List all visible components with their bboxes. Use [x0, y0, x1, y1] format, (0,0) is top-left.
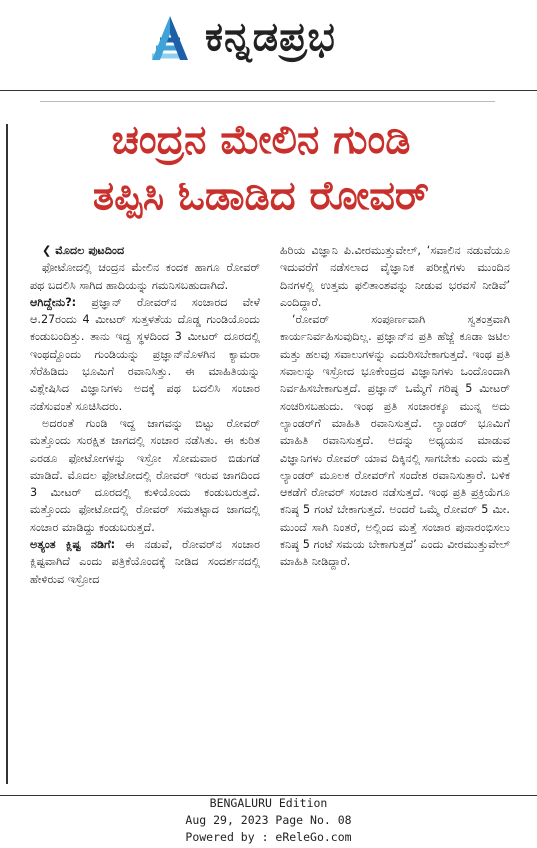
headline-line-1: ಚಂದ್ರನ ಮೇಲಿನ ಗುಂಡಿ: [111, 117, 411, 163]
footer: [0, 795, 537, 846]
kicker-text: ಮೊದಲ ಪುಟದಿಂದ: [55, 244, 125, 257]
arrow-back-icon: ❮: [42, 244, 56, 257]
headline: [22, 112, 500, 224]
masthead: [0, 0, 537, 78]
kannada-prabha-logo-icon: [140, 12, 200, 66]
subheading: ಆಗಿದ್ದೇನು?:: [30, 295, 77, 309]
paragraph-text: ಈ ನಡುವೆ, ರೋವರ್‌ನ ಸಂಚಾರ ಕ್ಲಿಷ್ಟವಾಗಿದೆ ಎಂದು ಪತ್ರಿಕೆಯೊಂದಕ್ಕೆ ನೀಡಿದ ಸಂದರ್ಶನದಲ್ಲಿ ಹೇಳಿರುವ ಇಸ್ರೋದ: [30, 538, 260, 586]
kicker: [30, 242, 260, 259]
paragraph: [30, 294, 260, 415]
paragraph: ಹಿರಿಯ ವಿಜ್ಞಾನಿ ಪಿ.ವೀರಮುತ್ತುವೇಲ್, ‘ಸವಾಲಿನ ನಡುವೆಯೂ ಇದುವರೆಗೆ ನಡೆಸಲಾದ ವೈಜ್ಞಾನಿಕ ಪರೀಕ್ಷೆಗಳು ಮುಂದಿನ ದಿನಗಳಲ್ಲಿ ಉತ್ತಮ ಫಲಿತಾಂಶವನ್ನು ನೀಡುವ ಭರವಸೆ ನೀಡಿವೆ’ ಎಂದಿದ್ದಾರೆ.: [280, 244, 510, 309]
subheading: ಅತ್ಯಂತ ಕ್ಲಿಷ್ಟ ನಡಿಗೆ:: [30, 538, 116, 552]
paragraph: ‘ರೋವರ್ ಸಂಪೂರ್ಣವಾಗಿ ಸ್ವತಂತ್ರವಾಗಿ ಕಾರ್ಯನಿರ್ವಹಿಸುವುದಿಲ್ಲ. ಪ್ರಜ್ಞಾನ್‌ನ ಪ್ರತಿ ಹೆಜ್ಜೆ ಕೂಡಾ ಜಟಿಲ ಮತ್ತು ಹಲವು ಸವಾಲುಗಳನ್ನು ಎದುರಿಸಬೇಕಾಗುತ್ತದೆ. ಇಂಥ ಪ್ರತಿ ಸವಾಲನ್ನು ಇಸ್ರೋದ ಭೂಕೇಂದ್ರದ ವಿಜ್ಞಾನಿಗಳು ಒಂದೊಂದಾಗಿ ನಿರ್ವಹಿಸಬೇಕಾಗುತ್ತದೆ. ಪ್ರಜ್ಞಾನ್ ಒಮ್ಮೆಗೆ ಗರಿಷ್ಠ 5 ಮೀಟರ್ ಸಂಚರಿಸಬಹುದು. ಇಂಥ ಪ್ರತಿ ಸಂಚಾರಕ್ಕೂ ಮುನ್ನ ಅದು ಲ್ಯಾಂಡರ್‌ಗೆ ಮಾಹಿತಿ ರವಾನಿಸುತ್ತದೆ. ಲ್ಯಾಂಡರ್ ಭೂಮಿಗೆ ಮಾಹಿತಿ ರವಾನಿಸುತ್ತದೆ. ಅದನ್ನು ಅಧ್ಯಯನ ಮಾಡುವ ವಿಜ್ಞಾನಿಗಳು ರೋವರ್ ಯಾವ ದಿಕ್ಕಿನಲ್ಲಿ ಸಾಗಬೇಕು ಎಂದು ಮತ್ತೆ ಲ್ಯಾಂಡರ್ ಮೂಲಕ ರೋವರ್‌ಗೆ ಸಂದೇಶ ರವಾನಿಸುತ್ತಾರೆ. ಬಳಿಕ ಆಕಡೆಗೆ ರೋವರ್ ಸಂಚಾರ ನಡೆಸುತ್ತದೆ. ಇಂಥ ಪ್ರತಿ ಪ್ರಕ್ರಿಯೆಗೂ ಕನಿಷ್ಠ 5 ಗಂಟೆ ಬೇಕಾಗುತ್ತದೆ. ಅಂದರೆ ಒಮ್ಮೆ ರೋವರ್ 5 ಮೀ. ಮುಂದೆ ಸಾಗಿ ನಿಂತರೆ, ಅಲ್ಲಿಂದ ಮತ್ತೆ ಸಂಚಾರ ಪುನಾರಂಭಿಸಲು ಕನಿಷ್ಠ 5 ಗಂಟೆ ಸಮಯ ಬೇಕಾಗುತ್ತದೆ’ ಎಂದು ವೀರಮುತ್ತುವೇಲ್ ಮಾಹಿತಿ ನೀಡಿದ್ದಾರೆ.: [280, 313, 510, 569]
date-page-label: Aug 29, 2023 Page No. 08: [185, 813, 352, 827]
headline-divider: [40, 101, 495, 102]
paragraph-text: ಪ್ರಜ್ಞಾನ್ ರೋವರ್‌ನ ಸಂಚಾರದ ವೇಳೆ ಆ.27ರಂದು 4 ಮೀಟರ್ ಸುತ್ತಳತೆಯ ದೊಡ್ಡ ಗುಂಡಿಯೊಂದು ಕಂಡುಬಂದಿತ್ತು. ತಾನು ಇದ್ದ ಸ್ಥಳದಿಂದ 3 ಮೀಟರ್ ದೂರದಲ್ಲಿ ಇಂಥದ್ದೊಂದು ಗುಂಡಿಯನ್ನು ಪ್ರಜ್ಞಾನ್‌ನೊಳಗಿನ ಕ್ಯಾಮರಾ ಸೆರೆಹಿಡಿದು ಭೂಮಿಗೆ ರವಾನಿಸಿತ್ತು. ಈ ಮಾಹಿತಿಯನ್ನು ವಿಶ್ಲೇಷಿಸಿದ ವಿಜ್ಞಾನಿಗಳು ಅದಕ್ಕೆ ಪಥ ಬದಲಿಸಿ ಸಂಚಾರ ನಡೆಸುವಂತೆ ಸೂಚಿಸಿದರು.: [30, 295, 260, 413]
article-column-right: [280, 242, 510, 571]
masthead-divider: [0, 90, 537, 91]
article: [22, 112, 510, 792]
paragraph: ಅದರಂತೆ ಗುಂಡಿ ಇದ್ದ ಜಾಗವನ್ನು ಬಿಟ್ಟು ರೋವರ್ ಮತ್ತೊಂದು ಸುರಕ್ಷಿತ ಜಾಗದಲ್ಲಿ ಸಂಚಾರ ನಡೆಸಿತು. ಈ ಕುರಿತ ಎರಡೂ ಫೋಟೋಗಳನ್ನು ಇಸ್ರೋ ಸೋಮವಾರ ಬಿಡುಗಡೆ ಮಾಡಿದೆ. ಮೊದಲ ಫೋಟೋದಲ್ಲಿ ರೋವರ್ ಇರುವ ಜಾಗದಿಂದ 3 ಮೀಟರ್ ದೂರದಲ್ಲಿ ಕುಳಿಯೊಂದು ಕಂಡುಬರುತ್ತದೆ. ಮತ್ತೊಂದು ಫೋಟೋದಲ್ಲಿ ರೋವರ್ ಸಮತಟ್ಟಾದ ಜಾಗದಲ್ಲಿ ಸಂಚಾರ ಮಾಡಿದ್ದು ಕಂಡುಬರುತ್ತದೆ.: [30, 416, 260, 534]
headline-line-2: ತಪ್ಪಿಸಿ ಓಡಾಡಿದ ರೋವರ್: [92, 173, 430, 219]
paragraph: [30, 536, 260, 588]
powered-by-link[interactable]: Powered by : eReleGo.com: [185, 830, 352, 844]
article-column-left: [30, 242, 260, 588]
edition-label: BENGALURU Edition: [209, 796, 328, 810]
brand-name: ಕನ್ನಡಪ್ರಭ: [205, 14, 336, 60]
column-rule: [6, 124, 8, 784]
paragraph: ಫೋಟೋದಲ್ಲಿ ಚಂದ್ರನ ಮೇಲಿನ ಕಂದಕ ಹಾಗೂ ರೋವರ್ ಪಥ ಬದಲಿಸಿ ಸಾಗಿದ ಹಾದಿಯನ್ನು ಗಮನಿಸಬಹುದಾಗಿದೆ.: [30, 261, 260, 292]
